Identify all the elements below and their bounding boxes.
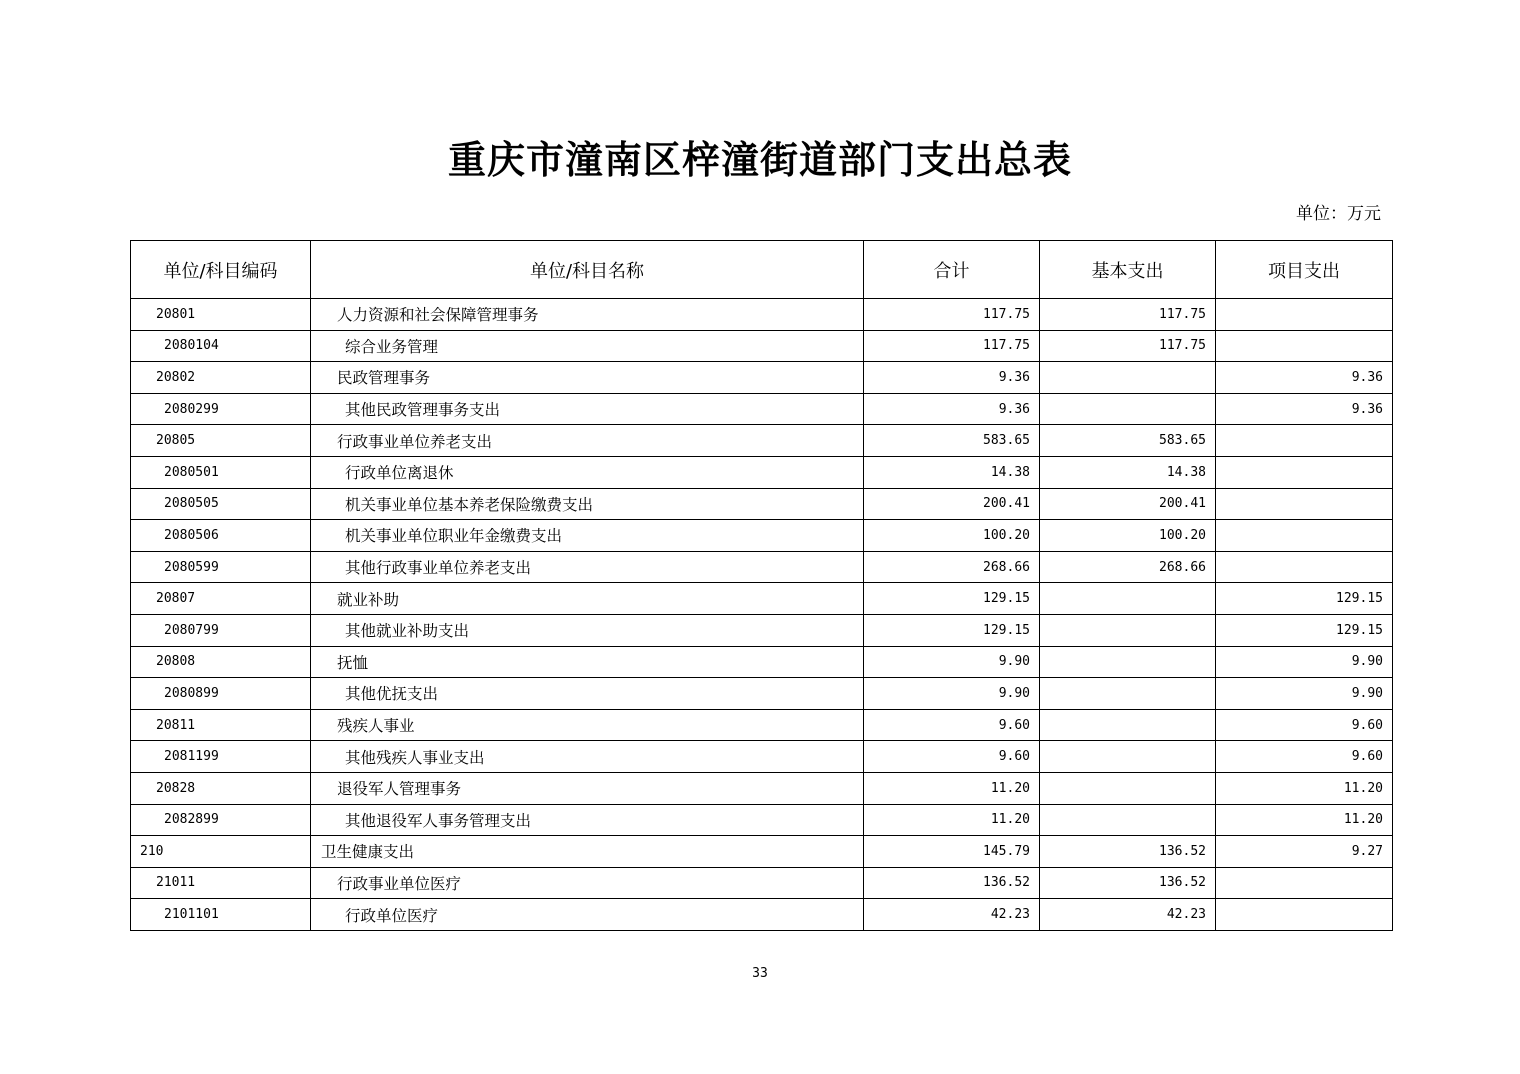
row-project: 9.60: [1216, 709, 1393, 741]
row-name: 机关事业单位基本养老保险缴费支出: [311, 488, 864, 520]
row-total: 129.15: [864, 614, 1040, 646]
row-total: 11.20: [864, 772, 1040, 804]
row-project: [1216, 488, 1393, 520]
table-row: [131, 456, 1393, 488]
row-project: 11.20: [1216, 804, 1393, 836]
row-project: [1216, 330, 1393, 362]
row-total: 100.20: [864, 520, 1040, 552]
table-body: [131, 299, 1393, 931]
row-total: 9.36: [864, 393, 1040, 425]
row-name: 其他残疾人事业支出: [311, 741, 864, 773]
row-project: 129.15: [1216, 583, 1393, 615]
row-project: [1216, 551, 1393, 583]
row-basic: [1040, 583, 1216, 615]
row-name: 机关事业单位职业年金缴费支出: [311, 520, 864, 552]
row-project: 9.27: [1216, 836, 1393, 868]
table-row: [131, 709, 1393, 741]
row-name: 行政事业单位养老支出: [311, 425, 864, 457]
row-name: 其他退役军人事务管理支出: [311, 804, 864, 836]
row-name: 行政单位医疗: [311, 899, 864, 931]
row-project: [1216, 867, 1393, 899]
row-code: 21011: [131, 867, 311, 899]
header-project: 项目支出: [1216, 241, 1393, 299]
row-name: 其他优抚支出: [311, 678, 864, 710]
row-basic: 42.23: [1040, 899, 1216, 931]
row-code: 2101101: [131, 899, 311, 931]
row-code: 2080599: [131, 551, 311, 583]
table-row: [131, 772, 1393, 804]
row-total: 9.90: [864, 678, 1040, 710]
row-project: 9.60: [1216, 741, 1393, 773]
row-basic: 100.20: [1040, 520, 1216, 552]
row-basic: 117.75: [1040, 299, 1216, 331]
row-total: 136.52: [864, 867, 1040, 899]
row-basic: [1040, 614, 1216, 646]
table-row: [131, 551, 1393, 583]
row-project: 9.90: [1216, 678, 1393, 710]
table-row: [131, 741, 1393, 773]
row-project: 9.36: [1216, 393, 1393, 425]
row-basic: [1040, 393, 1216, 425]
row-code: 2080899: [131, 678, 311, 710]
row-name: 其他民政管理事务支出: [311, 393, 864, 425]
row-basic: 583.65: [1040, 425, 1216, 457]
row-code: 2080501: [131, 456, 311, 488]
table-row: [131, 393, 1393, 425]
row-code: 20801: [131, 299, 311, 331]
table-row: [131, 362, 1393, 394]
row-project: 11.20: [1216, 772, 1393, 804]
row-total: 200.41: [864, 488, 1040, 520]
row-total: 11.20: [864, 804, 1040, 836]
row-code: 20805: [131, 425, 311, 457]
header-basic: 基本支出: [1040, 241, 1216, 299]
row-total: 9.60: [864, 709, 1040, 741]
row-name: 其他行政事业单位养老支出: [311, 551, 864, 583]
row-total: 117.75: [864, 330, 1040, 362]
table-row: [131, 330, 1393, 362]
row-code: 210: [131, 836, 311, 868]
row-basic: 136.52: [1040, 836, 1216, 868]
row-total: 9.36: [864, 362, 1040, 394]
row-name: 民政管理事务: [311, 362, 864, 394]
row-code: 2080299: [131, 393, 311, 425]
row-name: 人力资源和社会保障管理事务: [311, 299, 864, 331]
row-total: 9.90: [864, 646, 1040, 678]
row-name: 残疾人事业: [311, 709, 864, 741]
table-row: [131, 836, 1393, 868]
row-code: 2080104: [131, 330, 311, 362]
table-row: [131, 646, 1393, 678]
row-project: 9.90: [1216, 646, 1393, 678]
row-name: 行政单位离退休: [311, 456, 864, 488]
row-basic: 14.38: [1040, 456, 1216, 488]
header-total: 合计: [864, 241, 1040, 299]
row-basic: [1040, 772, 1216, 804]
row-basic: 200.41: [1040, 488, 1216, 520]
row-code: 2080505: [131, 488, 311, 520]
table-row: [131, 899, 1393, 931]
row-project: [1216, 899, 1393, 931]
header-name: 单位/科目名称: [311, 241, 864, 299]
row-project: [1216, 425, 1393, 457]
expenditure-table: [130, 240, 1393, 931]
table-row: [131, 614, 1393, 646]
table-row: [131, 488, 1393, 520]
row-total: 117.75: [864, 299, 1040, 331]
header-code: 单位/科目编码: [131, 241, 311, 299]
row-total: 129.15: [864, 583, 1040, 615]
row-name: 就业补助: [311, 583, 864, 615]
table-row: [131, 299, 1393, 331]
row-basic: [1040, 741, 1216, 773]
row-code: 20808: [131, 646, 311, 678]
row-project: [1216, 456, 1393, 488]
row-name: 卫生健康支出: [311, 836, 864, 868]
row-total: 583.65: [864, 425, 1040, 457]
row-total: 268.66: [864, 551, 1040, 583]
row-name: 行政事业单位医疗: [311, 867, 864, 899]
row-name: 抚恤: [311, 646, 864, 678]
row-name: 其他就业补助支出: [311, 614, 864, 646]
row-basic: 268.66: [1040, 551, 1216, 583]
row-code: 2081199: [131, 741, 311, 773]
page-number: 33: [752, 966, 768, 981]
table-row: [131, 425, 1393, 457]
row-total: 42.23: [864, 899, 1040, 931]
row-code: 2080506: [131, 520, 311, 552]
row-total: 9.60: [864, 741, 1040, 773]
row-code: 20802: [131, 362, 311, 394]
row-project: [1216, 520, 1393, 552]
row-basic: [1040, 646, 1216, 678]
table-row: [131, 678, 1393, 710]
row-code: 20811: [131, 709, 311, 741]
table-row: [131, 867, 1393, 899]
page-title: 重庆市潼南区梓潼街道部门支出总表: [447, 137, 1072, 182]
row-basic: 117.75: [1040, 330, 1216, 362]
row-basic: [1040, 362, 1216, 394]
row-total: 145.79: [864, 836, 1040, 868]
row-name: 综合业务管理: [311, 330, 864, 362]
row-total: 14.38: [864, 456, 1040, 488]
row-basic: [1040, 804, 1216, 836]
row-code: 20807: [131, 583, 311, 615]
row-project: [1216, 299, 1393, 331]
table-row: [131, 583, 1393, 615]
row-project: 9.36: [1216, 362, 1393, 394]
row-basic: [1040, 678, 1216, 710]
row-code: 20828: [131, 772, 311, 804]
table-header-row: [131, 241, 1393, 299]
table-row: [131, 520, 1393, 552]
row-project: 129.15: [1216, 614, 1393, 646]
row-basic: [1040, 709, 1216, 741]
row-code: 2082899: [131, 804, 311, 836]
row-code: 2080799: [131, 614, 311, 646]
row-name: 退役军人管理事务: [311, 772, 864, 804]
table-row: [131, 804, 1393, 836]
unit-label: 单位：万元: [1296, 204, 1381, 224]
row-basic: 136.52: [1040, 867, 1216, 899]
